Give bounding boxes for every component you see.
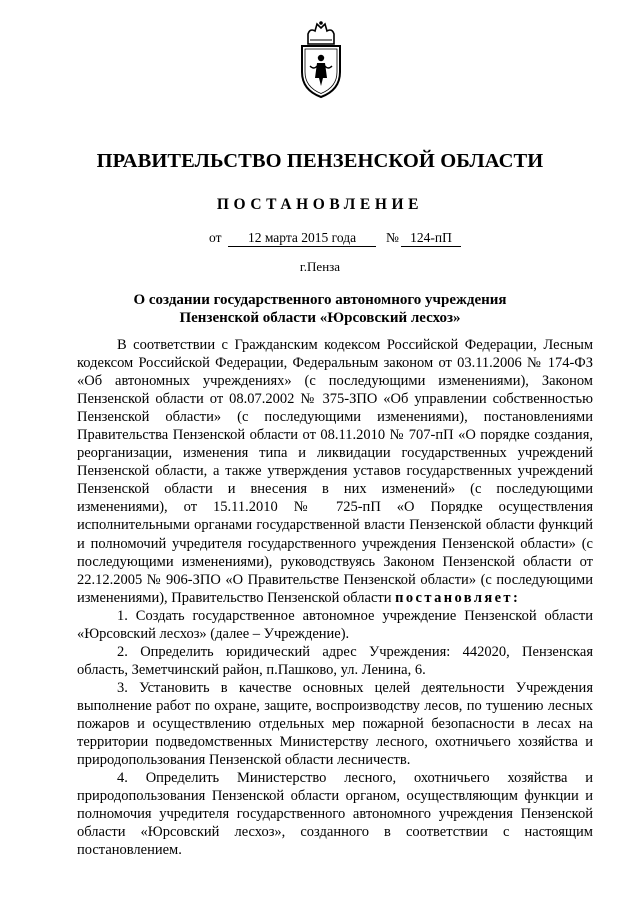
- clause-3: 3. Установить в качестве основных целей деятельности Учреждения выполнение работ по охране, защите, воспроизводству лесов, по тушению лесных пожаров и осуществлению отдельных мер пожарной безопасности в лесах на территории подведомственных Министерству лесного, охотничьего хозяйства и природопользования Пензенской области лесничеств.: [77, 679, 593, 769]
- subject-line-2: Пензенской области «Юрсовский лесхоз»: [179, 310, 461, 326]
- issue-city: г.Пенза: [299, 259, 341, 274]
- document-body: [77, 336, 593, 859]
- subject-line-1: О создании государственного автономного учреждения: [133, 292, 507, 308]
- clause-4: 4. Определить Министерство лесного, охотничьего хозяйства и природопользования Пензенской области органом, осуществляющим функции и полномочия учредителя государственного автономного учреждения Пензенской области «Юрсовский лесхоз», созданного в соответствии с настоящим постановлением.: [77, 770, 593, 859]
- issue-date: 12 марта 2015 года: [228, 230, 376, 247]
- clause-2: 2. Определить юридический адрес Учреждения: 442020, Пензенская область, Земетчинский район, п.Пашково, ул. Ленина, 6.: [77, 643, 593, 678]
- clause-1: 1. Создать государственное автономное учреждение Пензенской области «Юрсовский лесхоз» (далее – Учреждение).: [77, 607, 593, 642]
- penza-coat-of-arms-icon: [296, 20, 346, 100]
- issue-line: [0, 230, 640, 248]
- document-number: 124-пП: [401, 230, 461, 247]
- preamble-text: В соответствии с Гражданским кодексом Российской Федерации, Лесным кодексом Российской Федерации, Федеральным законом от 03.11.2006 № 174-ФЗ «Об автономных учреждениях» (с последующими изменениями), Законом Пензенской области от 08.07.2002 № 375-ЗПО «Об управлении собственностью Пензенской области» (с последующими изменениями), постановлениями Правительства Пензенской области от 08.11.2010 № 707-пП «О порядке создания, реорганизации, изменения типа и ликвидации государственных учреждений Пензенской области, а также утверждения уставов государственных учреждений Пензенской области и внесения в них изменений» (с последующими изменениями), от 15.11.2010 № 725-пП «О Порядке осуществления исполнительными органами государственной власти Пензенской области функций и полномочий учредителя государственного учреждения Пензенской области» (с последующими изменениями), руководствуясь Законом Пензенской области от 22.12.2005 № 906-ЗПО «О Правительстве Пензенской области» (с последующими изменениями), Правительство Пензенской области: [77, 337, 593, 606]
- preamble-paragraph: [77, 336, 593, 607]
- number-prefix: №: [386, 230, 399, 245]
- government-title: ПРАВИТЕЛЬСТВО ПЕНЗЕНСКОЙ ОБЛАСТИ: [96, 150, 544, 172]
- document-subject: [0, 291, 640, 327]
- resolves-word: постановляет:: [395, 589, 521, 606]
- document-type: ПОСТАНОВЛЕНИЕ: [216, 196, 424, 213]
- date-prefix: от: [209, 230, 222, 245]
